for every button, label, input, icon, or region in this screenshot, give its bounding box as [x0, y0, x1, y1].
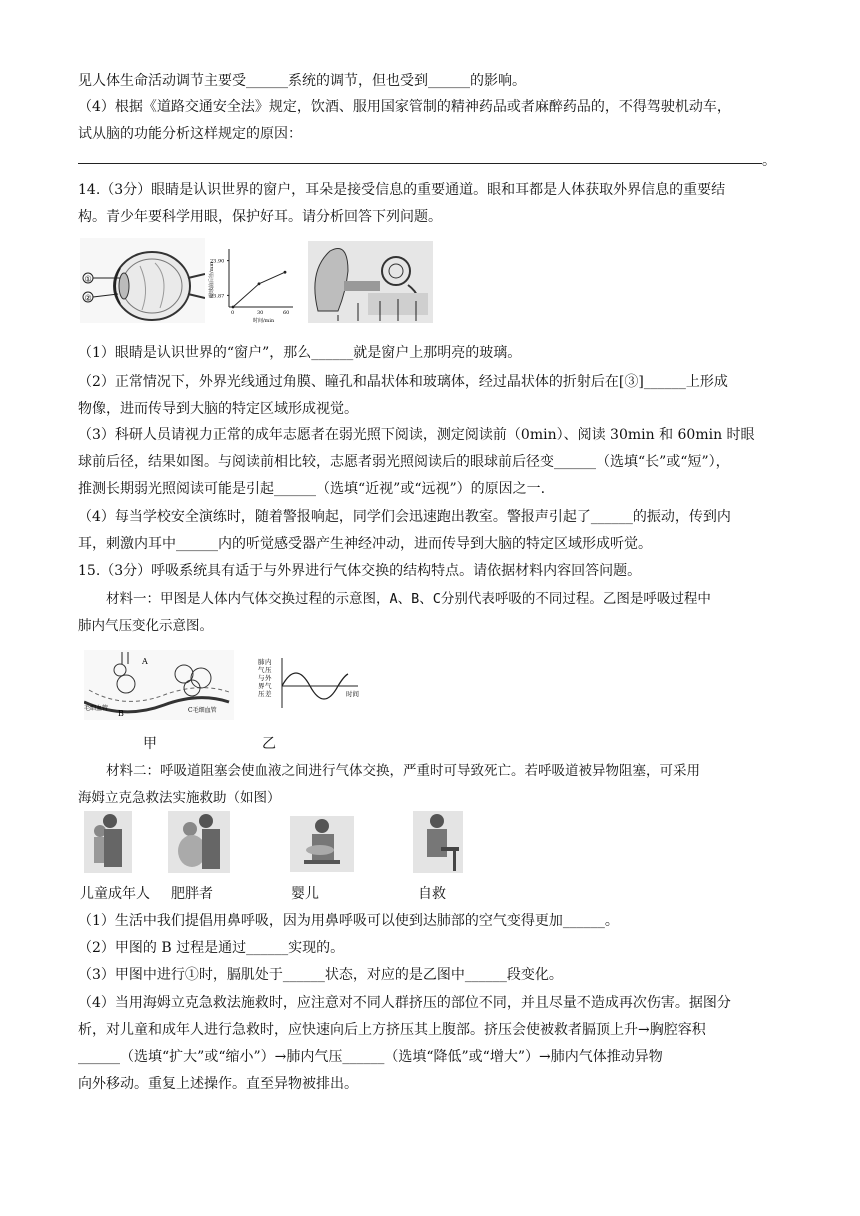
y-label-char: 外	[265, 674, 272, 682]
text-line: 向外移动。重复上述操作。直至异物被排出。	[78, 1076, 358, 1092]
x-axis-label: 时间	[346, 690, 359, 698]
text-line: （3）甲图中进行①时，膈肌处于______状态，对应的是乙图中______段变化。	[78, 967, 563, 983]
x-tick-label: 0	[231, 310, 235, 316]
text-line: 推测长期弱光照阅读可能是引起______（选填“近视”或“远视”）的原因之一.	[78, 481, 546, 497]
heimlich-infant-image	[290, 816, 354, 872]
x-tick-label: 30	[257, 310, 264, 316]
vessel-label: 毛细血管	[84, 705, 109, 712]
y-label-char: 内	[265, 658, 272, 666]
text-line: 构。青少年要科学用眼，保护好耳。请分析回答下列问题。	[78, 209, 442, 225]
y-label-char: 肺	[258, 658, 265, 666]
y-label-char: 差	[265, 690, 272, 698]
heimlich-caption: 自救	[418, 886, 446, 902]
heimlich-caption: 肥胖者	[171, 886, 213, 902]
heimlich-obese-image	[168, 811, 230, 873]
answer-line	[78, 163, 762, 164]
figure-caption-jia: 甲	[143, 736, 157, 752]
x-tick-label: 60	[283, 310, 290, 316]
text-line: （4）当用海姆立克急救法施救时，应注意对不同人群挤压的部位不同，并且尽量不造成再次伤害。据图分	[78, 995, 731, 1011]
y-label-char: 界	[258, 682, 265, 690]
heimlich-caption: 儿童成年人	[80, 886, 150, 902]
y-axis-label: 眼球前后径/mm	[209, 261, 215, 298]
y-label-char: 气	[258, 666, 265, 674]
process-label: B	[118, 709, 124, 718]
text-line: 球前后径，结果如图。与阅读前相比较，志愿者弱光照阅读后的眼球前后径变______（选填“长”或“短”），	[78, 454, 730, 470]
y-label-char: 与	[258, 674, 265, 682]
y-label-char: 压	[265, 666, 272, 674]
answer-period: 。	[762, 153, 776, 169]
text-line: ______（选填“扩大”或“缩小”）→肺内气压______（选填“降低”或“增大”）→肺内气体推动异物	[78, 1049, 663, 1065]
y-tick-label: 23.90	[210, 258, 225, 265]
text-line: 物像，进而传导到大脑的特定区域形成视觉。	[78, 401, 358, 417]
heimlich-caption: 婴儿	[291, 886, 319, 902]
process-label: A	[142, 657, 148, 666]
figure-caption-yi: 乙	[262, 736, 276, 752]
text-line: （1）眼睛是认识世界的“窗户”，那么______就是窗户上那明亮的玻璃。	[78, 345, 522, 361]
series-line	[233, 272, 285, 307]
y-label-char: 气	[265, 682, 272, 690]
material-two-text: 材料二：呼吸道阻塞会使血液之间进行气体交换，严重时可导致死亡。若呼吸道被异物阻塞，可采用	[106, 763, 700, 779]
data-point	[258, 282, 261, 285]
material-one-text: 材料一：甲图是人体内气体交换过程的示意图，A、B、C分别代表呼吸的不同过程。乙图是呼吸过程中	[106, 591, 711, 607]
text-line: （4）每当学校安全演练时，随着警报响起，同学们会迅速跑出教室。警报声引起了______的振动，传到内	[78, 509, 731, 525]
heimlich-child-adult-image	[84, 811, 132, 873]
text-line: （4）根据《道路交通安全法》规定，饮酒、服用国家管制的精神药品或者麻醉药品的，不得驾驶机动车，	[78, 99, 731, 115]
data-point	[284, 271, 287, 274]
data-point	[232, 306, 235, 309]
text-line: （2）甲图的 B 过程是通过______实现的。	[78, 940, 345, 956]
heimlich-self-rescue-image	[413, 811, 463, 873]
eye-diagram	[80, 238, 205, 323]
pressure-change-diagram-yi	[258, 658, 368, 718]
eyeball-length-chart	[205, 243, 298, 323]
question-15-title: 15.（3分）呼吸系统具有适于与外界进行气体交换的结构特点。请依据材料内容回答问题。	[78, 563, 642, 579]
question-14-title: 14.（3分）眼睛是认识世界的窗户，耳朵是接受信息的重要通道。眼和耳都是人体获取外界信息的重要结	[78, 182, 726, 198]
y-tick-label: 23.87	[210, 293, 225, 300]
gas-exchange-diagram-jia	[84, 650, 234, 720]
text-line: 析，对儿童和成年人进行急救时，应快速向后上方挤压其上腹部。挤压会使被救者膈顶上升→胸腔容积	[78, 1022, 706, 1038]
text-line: （1）生活中我们提倡用鼻呼吸，因为用鼻呼吸可以使到达肺部的空气变得更加______。	[78, 913, 619, 929]
vessel-label: C毛细血管	[188, 707, 217, 714]
text-line: 见人体生命活动调节主要受______系统的调节，但也受到______的影响。	[78, 73, 526, 89]
x-axis-label: 时间/min	[253, 318, 275, 323]
ear-diagram	[308, 241, 433, 323]
text-line: 耳，刺激内耳中______内的听觉感受器产生神经冲动，进而传导到大脑的特定区域形成听觉。	[78, 536, 652, 552]
eye-label: ②	[84, 293, 92, 303]
text-line: 肺内气压变化示意图。	[78, 618, 213, 634]
text-line: （2）正常情况下，外界光线通过角膜、瞳孔和晶状体和玻璃体，经过晶状体的折射后在[③]______上形成	[78, 374, 728, 390]
text-line: （3）科研人员请视力正常的成年志愿者在弱光照下阅读，测定阅读前（0min）、阅读 30min 和 60min 时眼	[78, 427, 755, 443]
text-line: 试从脑的功能分析这样规定的原因：	[78, 126, 302, 142]
text-line: 海姆立克急救法实施救助（如图）	[78, 790, 281, 806]
y-label-char: 压	[258, 690, 265, 698]
eye-label: ①	[84, 274, 92, 284]
